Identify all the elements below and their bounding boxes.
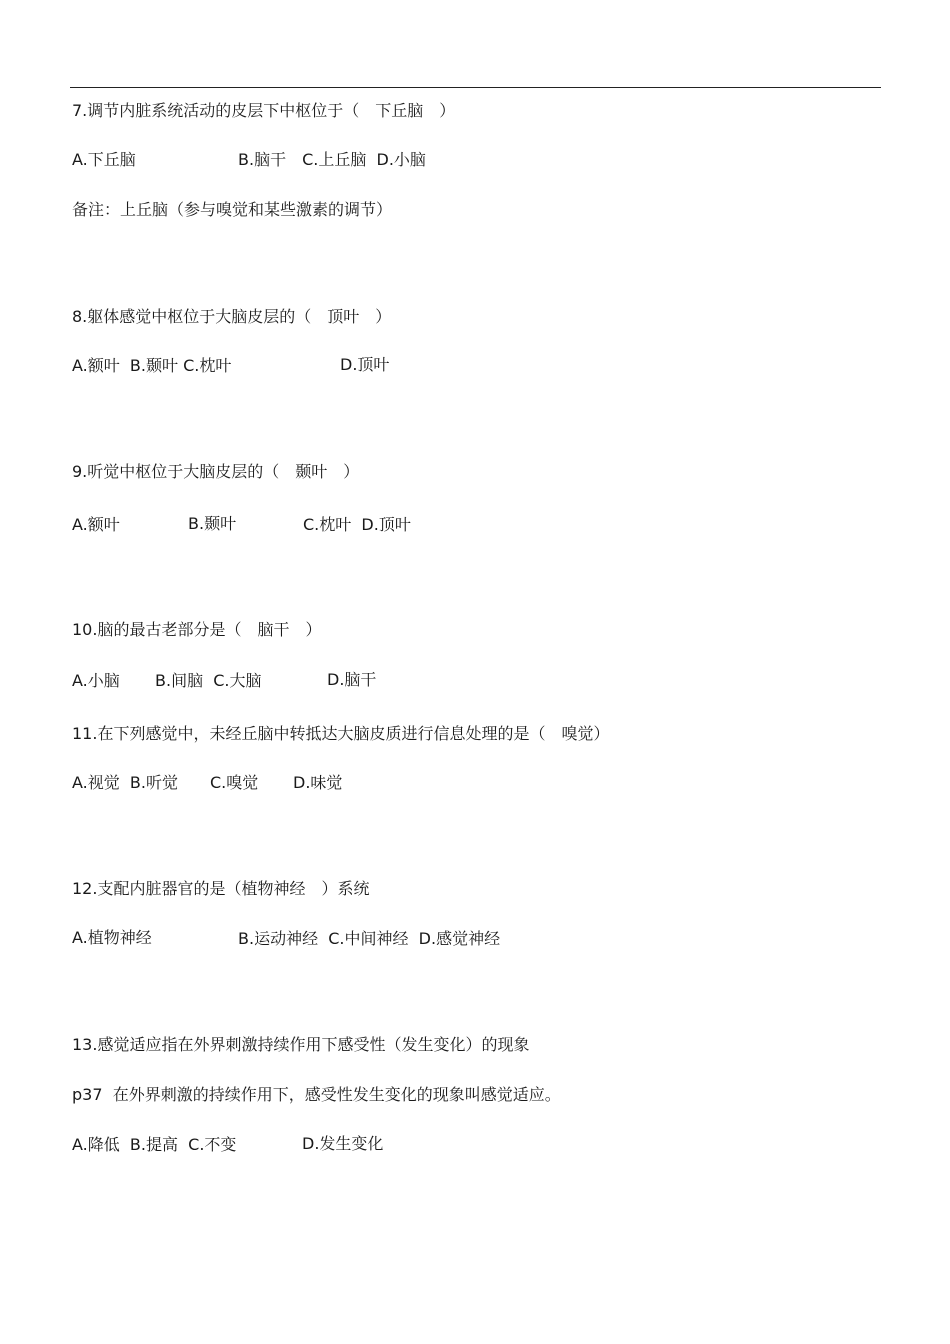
q8-stem: 8.躯体感觉中枢位于大脑皮层的（ 顶叶 ）: [72, 307, 392, 326]
q10-stem: 10.脑的最古老部分是（ 脑干 ）: [72, 620, 322, 639]
q11-stem: 11.在下列感觉中，未经丘脑中转抵达大脑皮质进行信息处理的是（ 嗅觉）: [72, 724, 610, 743]
q11-option-c: C.嗅觉: [210, 773, 259, 792]
q7-stem: 7.调节内脏系统活动的皮层下中枢位于（ 下丘脑 ）: [72, 101, 456, 120]
q13-stem: 13.感觉适应指在外界刺激持续作用下感受性（发生变化）的现象: [72, 1035, 530, 1054]
q9-option-b: B.颞叶: [188, 514, 237, 533]
q9-option-a: A.额叶: [72, 515, 120, 534]
q11-options-ab: A.视觉 B.听觉: [72, 773, 178, 792]
q9-stem: 9.听觉中枢位于大脑皮层的（ 颞叶 ）: [72, 462, 360, 481]
q7-options-bcd: B.脑干 C.上丘脑 D.小脑: [238, 150, 426, 169]
q9-options-cd: C.枕叶 D.顶叶: [303, 515, 411, 534]
q13-option-d: D.发生变化: [302, 1134, 384, 1153]
q8-option-d: D.顶叶: [340, 355, 390, 374]
q10-option-d: D.脑干: [327, 670, 377, 689]
q7-option-a: A.下丘脑: [72, 150, 136, 169]
q13-reference: p37 在外界刺激的持续作用下，感受性发生变化的现象叫感觉适应。: [72, 1085, 561, 1104]
q12-stem: 12.支配内脏器官的是（植物神经 ）系统: [72, 879, 370, 898]
q12-option-a: A.植物神经: [72, 928, 152, 947]
q8-options-abc: A.额叶 B.颞叶 C.枕叶: [72, 356, 232, 375]
q13-options-abc: A.降低 B.提高 C.不变: [72, 1135, 237, 1154]
q12-options-bcd: B.运动神经 C.中间神经 D.感觉神经: [238, 929, 501, 948]
q10-option-a: A.小脑: [72, 671, 120, 690]
q10-options-bc: B.间脑 C.大脑: [155, 671, 262, 690]
q7-note: 备注：上丘脑（参与嗅觉和某些激素的调节）: [72, 200, 393, 219]
header-rule: [70, 87, 881, 88]
q11-option-d: D.味觉: [293, 773, 343, 792]
